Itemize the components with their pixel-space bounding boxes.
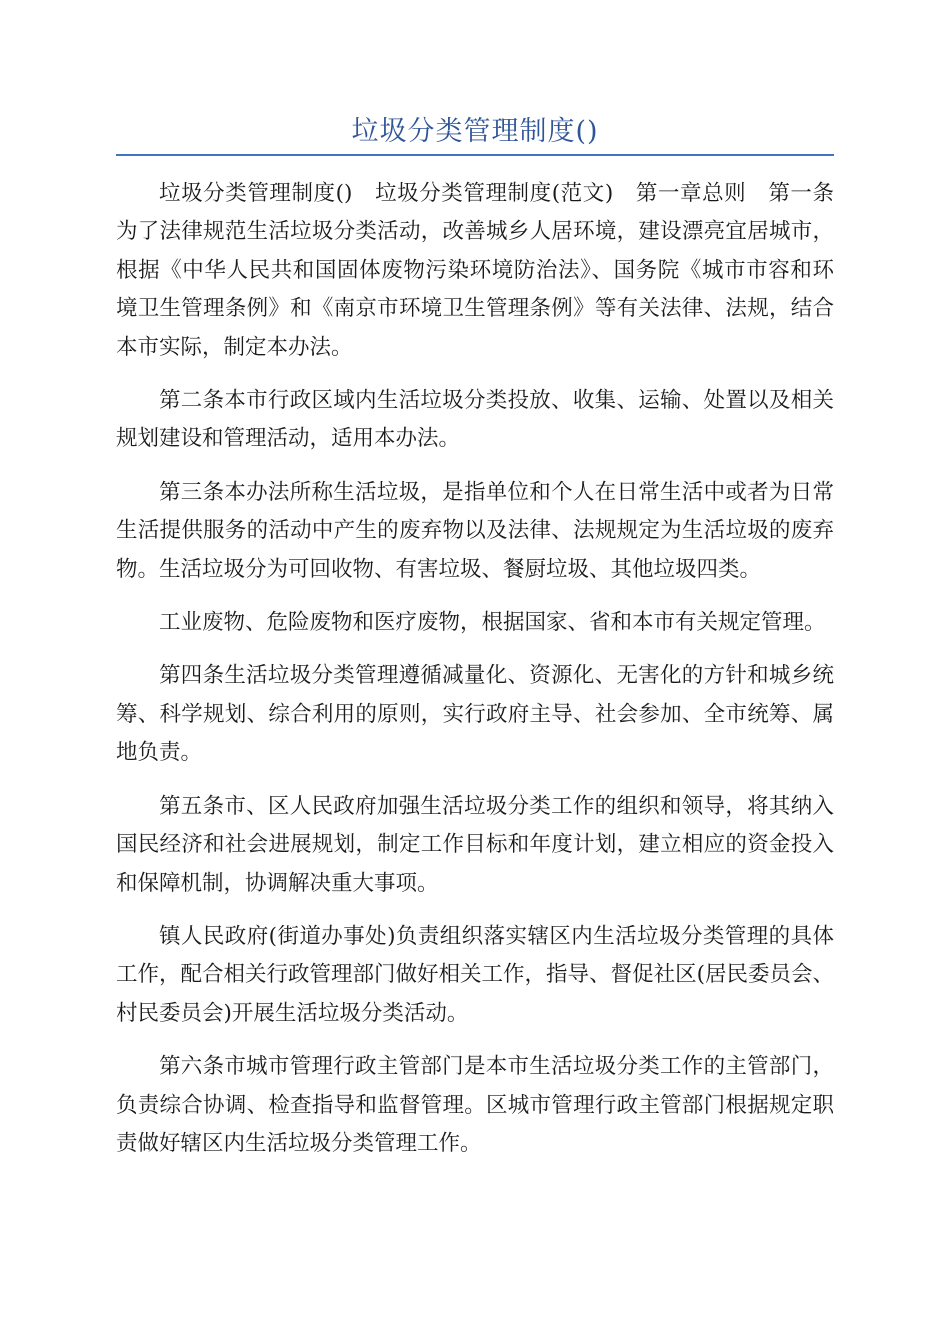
- paragraph-article-1: 垃圾分类管理制度() 垃圾分类管理制度(范文) 第一章总则 第一条为了法律规范生活垃圾分类活动，改善城乡人居环境，建设漂亮宜居城市，根据《中华人民共和国固体废物污染环境防治法》、国务院《城市市容和环境卫生管理条例》和《南京市环境卫生管理条例》等有关法律、法规，结合本市实际，制定本办法。: [116, 181, 834, 360]
- title-underline: [116, 154, 834, 156]
- paragraph-article-6: 第六条市城市管理行政主管部门是本市生活垃圾分类工作的主管部门，负责综合协调、检查指导和监督管理。区城市管理行政主管部门根据规定职责做好辖区内生活垃圾分类管理工作。: [116, 1054, 834, 1156]
- paragraph-industrial-waste: 工业废物、危险废物和医疗废物，根据国家、省和本市有关规定管理。: [159, 610, 826, 636]
- paragraph-article-2: 第二条本市行政区域内生活垃圾分类投放、收集、运输、处置以及相关规划建设和管理活动，适用本办法。: [116, 388, 834, 452]
- paragraph-article-3: 第三条本办法所称生活垃圾，是指单位和个人在日常生活中或者为日常生活提供服务的活动中产生的废弃物以及法律、法规规定为生活垃圾的废弃物。生活垃圾分为可回收物、有害垃圾、餐厨垃圾、其他垃圾四类。: [116, 479, 834, 582]
- paragraph-article-5: 第五条市、区人民政府加强生活垃圾分类工作的组织和领导，将其纳入国民经济和社会进展规划，制定工作目标和年度计划，建立相应的资金投入和保障机制，协调解决重大事项。: [116, 793, 834, 896]
- document-title: 垃圾分类管理制度(): [351, 116, 599, 147]
- paragraph-township-government: 镇人民政府(街道办事处)负责组织落实辖区内生活垃圾分类管理的具体工作，配合相关行政管理部门做好相关工作，指导、督促社区(居民委员会、村民委员会)开展生活垃圾分类活动。: [116, 923, 834, 1026]
- paragraph-article-4: 第四条生活垃圾分类管理遵循减量化、资源化、无害化的方针和城乡统筹、科学规划、综合利用的原则，实行政府主导、社会参加、全市统筹、属地负责。: [116, 663, 834, 766]
- document-body: [116, 175, 834, 1178]
